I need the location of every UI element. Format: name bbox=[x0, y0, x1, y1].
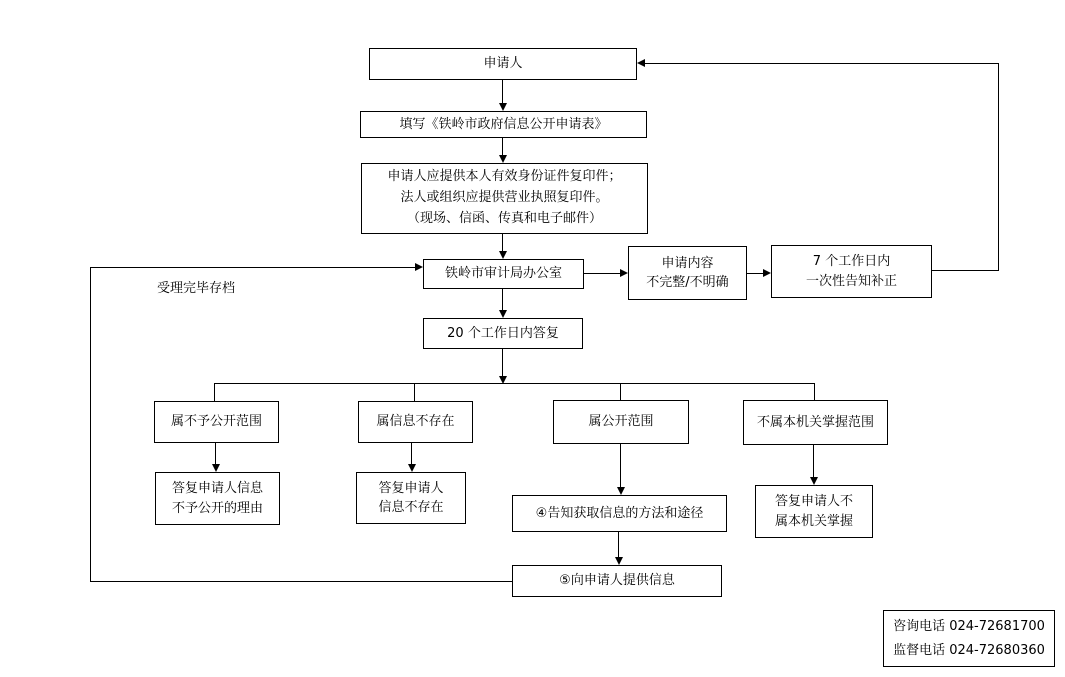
node-reply-info-not-exist-line1: 答复申请人 bbox=[378, 480, 444, 496]
edge-drop-not-held bbox=[814, 383, 815, 400]
arrow-right-icon bbox=[620, 269, 628, 277]
node-notify-correction-line2: 一次性告知补正 bbox=[805, 273, 897, 289]
arrow-down-icon bbox=[617, 487, 625, 495]
arrow-down-icon bbox=[499, 155, 507, 163]
node-reply-info-not-exist-line2: 信息不存在 bbox=[378, 500, 444, 515]
node-scope-disclosed-label: 属公开范围 bbox=[588, 414, 654, 430]
node-reply-reason-not-disclosed-line2: 不予公开的理由 bbox=[171, 500, 263, 516]
edge-reply20-branches bbox=[502, 349, 503, 377]
node-info-not-exist-label: 属信息不存在 bbox=[376, 414, 455, 430]
edge-drop-scope-disclosed bbox=[620, 383, 621, 400]
node-office-label: 铁岭市审计局办公室 bbox=[444, 266, 562, 282]
edge-label-archive: 受理完毕存档 bbox=[157, 281, 236, 296]
edge-materials-office bbox=[502, 234, 503, 252]
node-incomplete bbox=[628, 246, 747, 300]
node-fill-form-label: 填写《铁岭市政府信息公开申请表》 bbox=[399, 116, 608, 132]
edge-branch4-reply bbox=[813, 445, 814, 478]
node-notify-correction bbox=[771, 245, 932, 298]
edge-drop-scope-not-disclosed bbox=[214, 383, 215, 401]
node-materials bbox=[361, 163, 648, 234]
node-incomplete-line1: 申请内容 bbox=[661, 255, 714, 271]
supervise-phone: 监督电话 024-72680360 bbox=[893, 642, 1045, 658]
node-reply-20-days-label: 20 个工作日内答复 bbox=[447, 325, 559, 341]
edge-archive-loop-v bbox=[90, 267, 91, 582]
node-scope-not-disclosed bbox=[154, 401, 279, 443]
node-reply-20-days bbox=[423, 318, 583, 349]
edge-correction-loop-v bbox=[998, 63, 999, 271]
arrow-down-icon bbox=[499, 310, 507, 318]
node-materials-line3: （现场、信函、传真和电子邮件） bbox=[406, 210, 602, 226]
edge-inform-provide bbox=[618, 532, 619, 558]
arrow-right-icon bbox=[415, 263, 423, 271]
arrow-right-icon bbox=[763, 269, 771, 277]
node-materials-line1: 申请人应提供本人有效身份证件复印件； bbox=[387, 169, 622, 185]
node-reply-not-held-line1: 答复申请人不 bbox=[774, 494, 853, 509]
node-reply-reason-not-disclosed bbox=[155, 472, 280, 525]
node-reply-info-not-exist bbox=[356, 472, 466, 524]
arrow-down-icon bbox=[810, 477, 818, 485]
node-info-not-exist bbox=[358, 401, 473, 443]
arrow-down-icon bbox=[499, 103, 507, 111]
node-scope-disclosed bbox=[553, 400, 689, 444]
edge-office-incomplete bbox=[584, 273, 621, 274]
node-reply-reason-not-disclosed-line1: 答复申请人信息 bbox=[171, 481, 263, 496]
edge-branch1-reply bbox=[215, 443, 216, 465]
edge-branch-bar bbox=[214, 383, 815, 384]
edge-incomplete-correction bbox=[747, 273, 764, 274]
edge-branch2-reply bbox=[411, 443, 412, 465]
node-materials-line2: 法人或组织应提供营业执照复印件。 bbox=[400, 190, 609, 206]
node-inform-method bbox=[512, 495, 727, 532]
arrow-down-icon bbox=[499, 251, 507, 259]
arrow-down-icon bbox=[408, 464, 416, 472]
node-provide-info bbox=[512, 565, 722, 597]
consult-phone: 咨询电话 024-72681700 bbox=[893, 619, 1045, 635]
node-reply-not-held bbox=[755, 485, 873, 538]
node-provide-info-label: ⑤向申请人提供信息 bbox=[559, 573, 675, 589]
node-applicant bbox=[369, 48, 637, 80]
contact-phone-box bbox=[883, 610, 1055, 667]
node-not-held-by-agency bbox=[743, 400, 888, 445]
node-fill-form bbox=[360, 111, 647, 138]
edge-office-reply20 bbox=[502, 289, 503, 311]
arrow-left-icon bbox=[637, 59, 645, 67]
arrow-down-icon bbox=[212, 464, 220, 472]
node-reply-not-held-line2: 属本机关掌握 bbox=[774, 513, 853, 529]
edge-correction-loop-h2 bbox=[645, 63, 999, 64]
edge-branch3-inform bbox=[620, 444, 621, 488]
node-applicant-label: 申请人 bbox=[483, 56, 523, 72]
node-scope-not-disclosed-label: 属不予公开范围 bbox=[170, 414, 262, 430]
node-not-held-by-agency-label: 不属本机关掌握范围 bbox=[756, 414, 874, 430]
node-notify-correction-line1: 7 个工作日内 bbox=[812, 254, 891, 269]
node-office bbox=[423, 259, 584, 289]
edge-archive-loop-h2 bbox=[90, 581, 512, 582]
node-inform-method-label: ④告知获取信息的方法和途径 bbox=[535, 505, 704, 521]
edge-archive-loop-h1 bbox=[90, 267, 416, 268]
edge-fillform-materials bbox=[502, 138, 503, 156]
edge-correction-loop-h1 bbox=[932, 270, 999, 271]
node-incomplete-line2: 不完整/不明确 bbox=[646, 275, 729, 290]
arrow-down-icon bbox=[615, 557, 623, 565]
edge-applicant-fillform bbox=[502, 80, 503, 104]
edge-drop-info-not-exist bbox=[414, 383, 415, 401]
